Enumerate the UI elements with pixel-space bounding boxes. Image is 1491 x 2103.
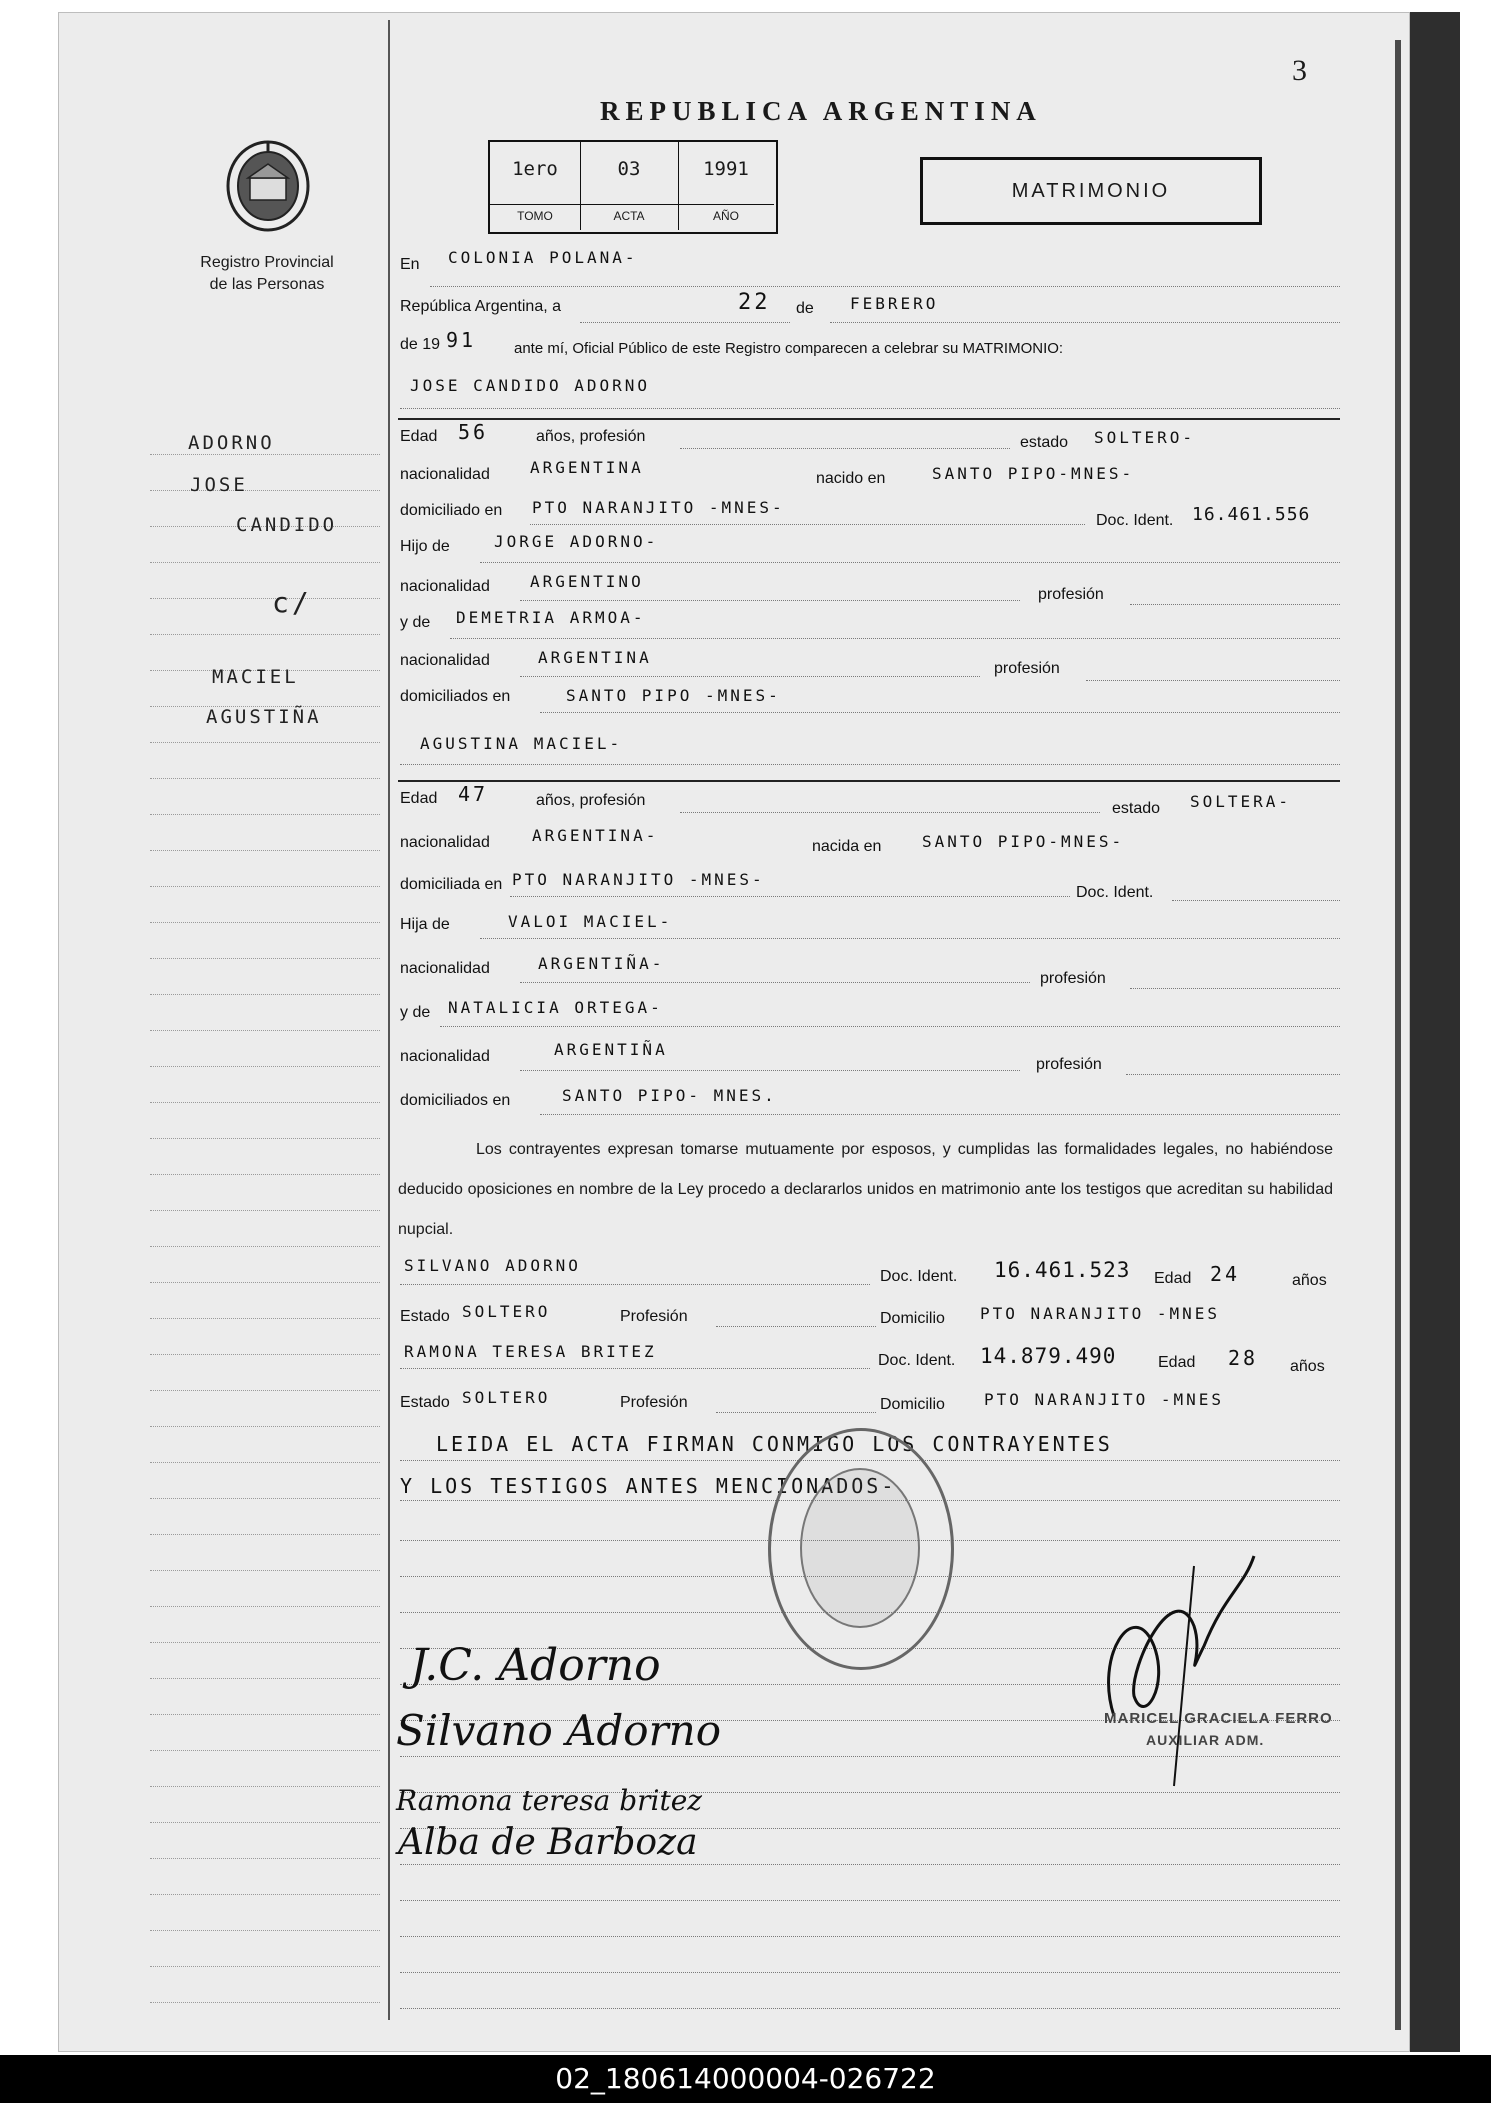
page-number: 3 <box>1292 54 1307 87</box>
profesion-label: Profesión <box>620 1308 688 1325</box>
margin-ruled-line <box>150 1138 380 1139</box>
place-value: COLONIA POLANA- <box>448 248 638 267</box>
margin-ruled-line <box>150 1894 380 1895</box>
dotted-line <box>830 322 1340 323</box>
declaration-text: Los contrayentes expresan tomarse mutuamente por esposos, y cumplidas las formalidades legales, no habiéndose deducido oposiciones en nombre de la Ley procedo a declararlos unidos en matrimonio ante los testigos que acreditan su habilidad nupcial. <box>398 1141 1333 1238</box>
dotted-line <box>530 524 1085 525</box>
margin-ruled-line <box>150 994 380 995</box>
dotted-line <box>480 562 1340 563</box>
domiciliada-label: domiciliada en <box>400 876 503 893</box>
margin-ruled-line <box>150 1498 380 1499</box>
witness-1-estado: SOLTERO <box>462 1302 551 1321</box>
dotted-line <box>680 448 1010 449</box>
doc-label: Doc. Ident. <box>878 1352 956 1369</box>
dotted-line <box>400 408 1340 409</box>
margin-ruled-line <box>150 1390 380 1391</box>
groom-parents-domicilio: SANTO PIPO -MNES- <box>566 686 781 705</box>
margin-ruled-line <box>150 1066 380 1067</box>
anos-profesion-label: años, profesión <box>536 792 646 809</box>
profesion-label: profesión <box>1038 586 1104 603</box>
acta-value: 03 <box>617 158 641 180</box>
month-value: FEBRERO <box>850 294 939 313</box>
body-ruled-line <box>400 2008 1340 2009</box>
estado-label: estado <box>1020 434 1069 451</box>
bride-nacida: SANTO PIPO-MNES- <box>922 832 1125 851</box>
margin-ruled-line <box>150 850 380 851</box>
de-label: de <box>796 300 814 317</box>
groom-mother: DEMETRIA ARMOA- <box>456 608 646 627</box>
nacionalidad-label: nacionalidad <box>400 578 490 595</box>
margin-ruled-line <box>150 1750 380 1751</box>
profesion-label: profesión <box>1040 970 1106 987</box>
dotted-line <box>520 600 1020 601</box>
witness-2-name: RAMONA TERESA BRITEZ <box>404 1342 657 1361</box>
dotted-line <box>1126 1074 1340 1075</box>
ante-text: ante mí, Oficial Público de este Registro comparecen a celebrar su MATRIMONIO: <box>514 340 1064 357</box>
acta-label: ACTA <box>580 204 678 223</box>
margin-ruled-line <box>150 1966 380 1967</box>
en-label: En <box>400 256 420 273</box>
witness-1-domicilio: PTO NARANJITO -MNES <box>980 1304 1221 1323</box>
dotted-line <box>580 322 790 323</box>
groom-father-nac: ARGENTINO <box>530 572 644 591</box>
section-rule <box>398 418 1340 420</box>
margin-ruled-line <box>150 1462 380 1463</box>
closing-line-1: LEIDA EL ACTA FIRMAN CONMIGO LOS CONTRAYENTES <box>436 1432 1113 1456</box>
registry-line-1: Registro Provincial <box>200 254 334 271</box>
bride-name: AGUSTINA MACIEL- <box>420 734 623 753</box>
margin-ruled-line <box>150 1318 380 1319</box>
nacida-label: nacida en <box>812 838 882 855</box>
edad-label: Edad <box>1154 1270 1192 1287</box>
groom-name: JOSE CANDIDO ADORNO <box>410 376 651 395</box>
margin-ruled-line <box>150 490 380 491</box>
margin-ruled-line <box>150 1210 380 1211</box>
margin-ruled-line <box>150 1426 380 1427</box>
tomo-acta-box <box>488 140 778 234</box>
domicilio-label: Domicilio <box>880 1310 945 1327</box>
margin-ruled-line <box>150 814 380 815</box>
closing-line-2: Y LOS TESTIGOS ANTES MENCIONADOS- <box>400 1474 897 1498</box>
signature-groom: J.C. Adorno <box>410 1640 661 1691</box>
anos-label: años <box>1292 1272 1327 1289</box>
profesion-label: profesión <box>1036 1056 1102 1073</box>
margin-divider <box>388 20 390 2020</box>
estado-label: Estado <box>400 1394 450 1411</box>
dotted-line <box>716 1412 876 1413</box>
dotted-line <box>400 1368 870 1369</box>
bride-mother: NATALICIA ORTEGA- <box>448 998 663 1017</box>
margin-ruled-line <box>150 1246 380 1247</box>
nacionalidad-label: nacionalidad <box>400 652 490 669</box>
dotted-line <box>1086 680 1340 681</box>
dotted-line <box>440 1026 1340 1027</box>
bride-age: 47 <box>458 782 489 806</box>
dotted-line <box>510 896 1070 897</box>
groom-father: JORGE ADORNO- <box>494 532 659 551</box>
profesion-label: Profesión <box>620 1394 688 1411</box>
registry-name <box>160 252 374 296</box>
book-spine <box>1410 12 1460 2052</box>
dotted-line <box>1172 900 1340 901</box>
margin-ruled-line <box>150 1858 380 1859</box>
dotted-line <box>480 938 1340 939</box>
margin-note: c/ <box>272 586 312 619</box>
witness-1-name: SILVANO ADORNO <box>404 1256 581 1275</box>
nacionalidad-label: nacionalidad <box>400 834 490 851</box>
anio-cell <box>678 142 774 230</box>
republica-label: República Argentina, a <box>400 298 561 315</box>
margin-ruled-line <box>150 1930 380 1931</box>
bride-nacionalidad: ARGENTINA- <box>532 826 659 845</box>
margin-ruled-line <box>150 454 380 455</box>
margin-ruled-line <box>150 958 380 959</box>
page-edge <box>1395 40 1401 2030</box>
estado-label: estado <box>1112 800 1161 817</box>
margin-ruled-line <box>150 1570 380 1571</box>
margin-ruled-line <box>150 1174 380 1175</box>
official-stamp-line-1: MARICEL GRACIELA FERRO <box>1104 1710 1333 1727</box>
witness-2-doc: 14.879.490 <box>980 1344 1117 1368</box>
profesion-label: profesión <box>994 660 1060 677</box>
estado-label: Estado <box>400 1308 450 1325</box>
groom-age: 56 <box>458 420 489 444</box>
registry-line-2: de las Personas <box>209 276 325 293</box>
domiciliado-label: domiciliado en <box>400 502 503 519</box>
dotted-line <box>520 982 1030 983</box>
margin-ruled-line <box>150 2002 380 2003</box>
yde-label: y de <box>400 1004 431 1021</box>
yde-label: y de <box>400 614 431 631</box>
country-title: REPUBLICA ARGENTINA <box>600 96 1042 126</box>
margin-ruled-line <box>150 1786 380 1787</box>
tomo-label: TOMO <box>490 204 580 223</box>
doc-label: Doc. Ident. <box>1096 512 1174 529</box>
edad-label: Edad <box>400 790 438 807</box>
dotted-line <box>540 1114 1340 1115</box>
domicilio-label: Domicilio <box>880 1396 945 1413</box>
nacionalidad-label: nacionalidad <box>400 466 490 483</box>
witness-1-age: 24 <box>1210 1262 1241 1286</box>
document-type-box <box>920 157 1262 225</box>
witness-2-age: 28 <box>1228 1346 1259 1370</box>
document-type: MATRIMONIO <box>1011 179 1171 202</box>
body-ruled-line <box>400 1972 1340 1973</box>
body-ruled-line <box>400 1864 1340 1865</box>
margin-ruled-line <box>150 1354 380 1355</box>
dotted-line <box>680 812 1100 813</box>
bride-domicilio: PTO NARANJITO -MNES- <box>512 870 765 889</box>
margin-ruled-line <box>150 1642 380 1643</box>
registry-stamp-inner-icon <box>800 1468 920 1628</box>
groom-mother-nac: ARGENTINA <box>538 648 652 667</box>
footer-id: 02_180614000004-026722 <box>555 2062 936 2095</box>
margin-ruled-line <box>150 1714 380 1715</box>
tomo-cell <box>490 142 581 230</box>
witness-1-doc: 16.461.523 <box>994 1258 1131 1282</box>
groom-nacido: SANTO PIPO-MNES- <box>932 464 1135 483</box>
anio-value: 1991 <box>703 158 749 180</box>
margin-ruled-line <box>150 1282 380 1283</box>
dotted-line <box>716 1326 876 1327</box>
domiciliados-label: domiciliados en <box>400 688 511 705</box>
doc-label: Doc. Ident. <box>880 1268 958 1285</box>
witness-2-estado: SOLTERO <box>462 1388 551 1407</box>
groom-domicilio: PTO NARANJITO -MNES- <box>532 498 785 517</box>
section-rule <box>398 780 1340 782</box>
margin-ruled-line <box>150 886 380 887</box>
bride-father: VALOI MACIEL- <box>508 912 673 931</box>
anos-label: años <box>1290 1358 1325 1375</box>
acta-cell <box>580 142 679 230</box>
bride-mother-nac: ARGENTIÑA <box>554 1040 668 1059</box>
margin-ruled-line <box>150 598 380 599</box>
groom-nacionalidad: ARGENTINA <box>530 458 644 477</box>
margin-note: JOSE <box>190 474 248 496</box>
official-stamp-line-2: AUXILIAR ADM. <box>1146 1732 1265 1748</box>
signature-witness-1: Silvano Adorno <box>396 1706 722 1755</box>
official-signature-icon <box>1074 1536 1274 1796</box>
body-ruled-line <box>400 1900 1340 1901</box>
groom-doc: 16.461.556 <box>1192 504 1311 525</box>
dotted-line <box>400 764 1340 765</box>
margin-ruled-line <box>150 562 380 563</box>
domiciliados-label: domiciliados en <box>400 1092 511 1109</box>
margin-ruled-line <box>150 1822 380 1823</box>
tomo-value: 1ero <box>512 158 558 180</box>
dotted-line <box>450 638 1340 639</box>
nacionalidad-label: nacionalidad <box>400 960 490 977</box>
groom-estado: SOLTERO- <box>1094 428 1196 447</box>
dotted-line <box>540 712 1340 713</box>
hija-label: Hija de <box>400 916 450 933</box>
margin-ruled-line <box>150 1102 380 1103</box>
margin-ruled-line <box>150 778 380 779</box>
nacionalidad-label: nacionalidad <box>400 1048 490 1065</box>
signature-bride: Alba de Barboza <box>398 1822 698 1863</box>
dotted-line <box>400 1284 870 1285</box>
dotted-line <box>1130 988 1340 989</box>
year-prefix: de 19 <box>400 336 441 353</box>
day-value: 22 <box>738 290 771 315</box>
edad-label: Edad <box>1158 1354 1196 1371</box>
doc-label: Doc. Ident. <box>1076 884 1154 901</box>
year-suffix: 91 <box>446 328 477 352</box>
margin-note: ADORNO <box>188 432 275 454</box>
margin-note: CANDIDO <box>236 514 338 536</box>
margin-ruled-line <box>150 1606 380 1607</box>
witness-2-domicilio: PTO NARANJITO -MNES <box>984 1390 1225 1409</box>
hijo-label: Hijo de <box>400 538 450 555</box>
dotted-line <box>430 286 1340 287</box>
margin-note: MACIEL <box>212 666 299 688</box>
margin-ruled-line <box>150 1030 380 1031</box>
dotted-line <box>1130 604 1340 605</box>
signature-witness-2: Ramona teresa britez <box>396 1784 703 1817</box>
margin-ruled-line <box>150 1678 380 1679</box>
bride-father-nac: ARGENTIÑA- <box>538 954 665 973</box>
margin-note: AGUSTIÑA <box>206 706 322 728</box>
bride-parents-domicilio: SANTO PIPO- MNES. <box>562 1086 777 1105</box>
anos-profesion-label: años, profesión <box>536 428 646 445</box>
margin-ruled-line <box>150 922 380 923</box>
body-ruled-line <box>400 1936 1340 1937</box>
provincial-seal-icon <box>218 134 318 240</box>
margin-ruled-line <box>150 1534 380 1535</box>
anio-label: AÑO <box>678 204 774 223</box>
margin-ruled-line <box>150 634 380 635</box>
nacido-label: nacido en <box>816 470 886 487</box>
bride-estado: SOLTERA- <box>1190 792 1292 811</box>
dotted-line <box>520 1070 1020 1071</box>
margin-ruled-line <box>150 742 380 743</box>
edad-label: Edad <box>400 428 438 445</box>
dotted-line <box>520 676 980 677</box>
